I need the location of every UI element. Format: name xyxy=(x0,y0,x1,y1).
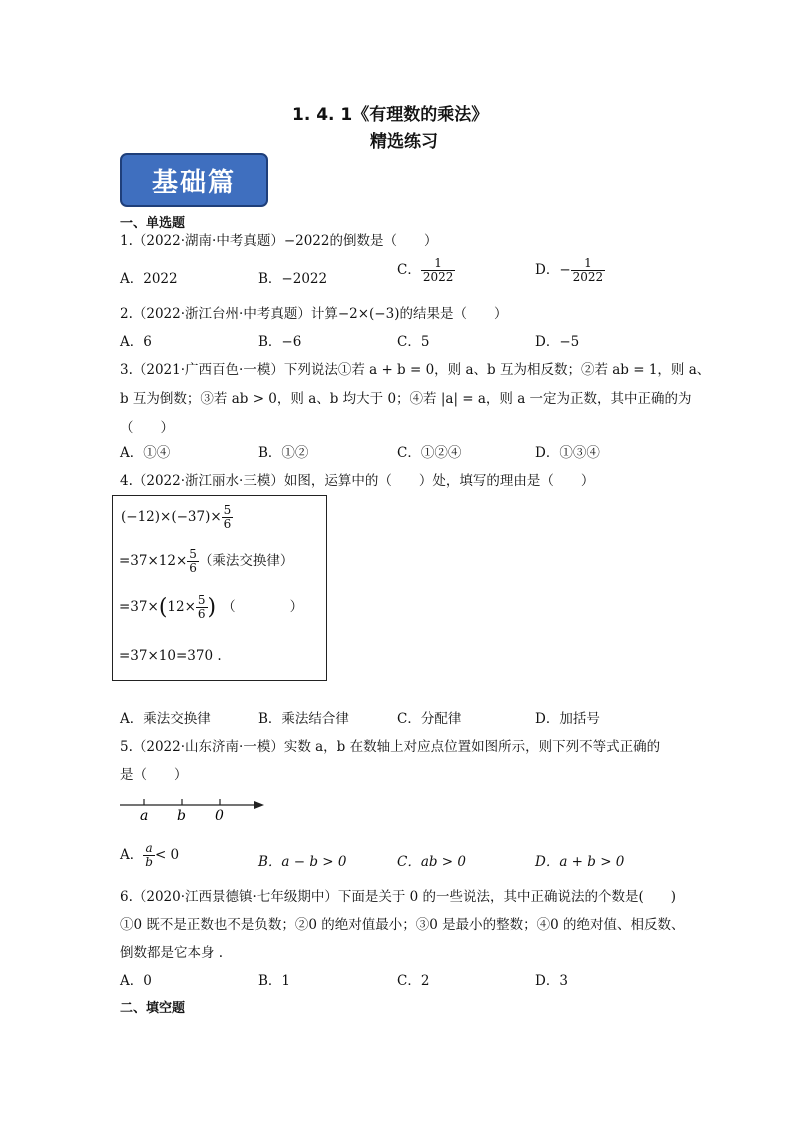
q3-option-d[interactable]: D．①③④ xyxy=(535,445,600,461)
calc-row-2-note: （乘法交换律） xyxy=(198,553,294,569)
q1-c-label: C． xyxy=(397,262,421,278)
frac-denominator: 6 xyxy=(197,607,206,621)
q4-option-c[interactable]: C．分配律 xyxy=(397,711,462,727)
question-3-line-3: （ ） xyxy=(120,420,174,436)
q3-option-b[interactable]: B．①② xyxy=(258,445,309,461)
q5-a-tail: < 0 xyxy=(154,847,180,863)
question-2-stem: 2.（2022·浙江台州·中考真题）计算−2×(−3)的结果是（ ） xyxy=(120,306,508,322)
calc-row-4: =37×10=370 . xyxy=(119,648,222,664)
frac-denominator: 2022 xyxy=(422,270,454,284)
q4-option-a[interactable]: A．乘法交换律 xyxy=(120,711,211,727)
q3-option-a[interactable]: A．①④ xyxy=(120,445,171,461)
paren-open-icon: ( xyxy=(158,595,168,620)
q1-option-b[interactable]: B．−2022 xyxy=(258,271,328,287)
q5-option-c[interactable]: C．ab > 0 xyxy=(397,854,467,870)
calc-row-3-inner: 12× xyxy=(167,599,196,615)
number-line-diagram xyxy=(118,795,268,825)
frac-denominator: 6 xyxy=(223,517,232,531)
calculation-box xyxy=(112,495,327,681)
question-5-line-1: 5.（2022·山东济南·一模）实数 a，b 在数轴上对应点位置如图所示，则下列不等式正确的 xyxy=(120,739,661,755)
calc-row-3 xyxy=(119,594,303,621)
q1-option-a[interactable]: A．2022 xyxy=(120,271,178,287)
q6-option-a[interactable]: A．0 xyxy=(120,973,152,989)
badge-label: 基础篇 xyxy=(151,167,236,198)
q1-option-d[interactable] xyxy=(535,257,605,284)
q5-a-label: A． xyxy=(120,847,144,863)
page-title: 1. 4. 1《有理数的乘法》 xyxy=(292,105,489,125)
question-1-stem: 1.（2022·湖南·中考真题）−2022的倒数是（ ） xyxy=(120,233,438,249)
calc-row-3-text: =37× xyxy=(119,599,159,615)
question-3-line-2: b 互为倒数；③若 ab > 0，则 a、b 均大于 0；④若 |a| = a，则 a 一定为正数，其中正确的为 xyxy=(120,391,692,407)
page-subtitle: 精选练习 xyxy=(370,132,438,152)
q1-d-fraction xyxy=(571,257,606,284)
frac-numerator: 5 xyxy=(189,547,197,561)
frac-denominator: b xyxy=(145,855,153,869)
q5-option-a[interactable] xyxy=(120,842,179,869)
q1-option-c[interactable] xyxy=(397,257,455,284)
calc-row-3-blank: （ ） xyxy=(222,599,304,615)
q4-option-d[interactable]: D．加括号 xyxy=(535,711,600,727)
q5-option-b[interactable]: B．a − b > 0 xyxy=(258,854,347,870)
calc-row-1-text: (−12)×(−37)× xyxy=(121,509,222,525)
label-zero: 0 xyxy=(215,808,224,824)
frac-numerator: a xyxy=(145,841,153,855)
frac-numerator: 5 xyxy=(197,593,206,607)
q3-option-c[interactable]: C．①②④ xyxy=(397,445,462,461)
frac-denominator: 2022 xyxy=(572,270,604,284)
frac-denominator: 6 xyxy=(189,561,197,575)
q6-option-b[interactable]: B．1 xyxy=(258,973,291,989)
q6-option-d[interactable]: D．3 xyxy=(535,973,568,989)
frac-numerator: 1 xyxy=(584,256,592,270)
question-5-line-2: 是（ ） xyxy=(120,767,188,783)
calc-fraction xyxy=(222,504,234,531)
question-3-line-1: 3.（2021·广西百色·一模）下列说法①若 a + b = 0，则 a、b 互为相反数；②若 ab = 1，则 a、 xyxy=(120,362,711,378)
q5-a-fraction xyxy=(143,842,155,869)
paren-close-icon: ) xyxy=(207,595,217,620)
frac-numerator: 5 xyxy=(223,503,232,517)
q2-option-a[interactable]: A．6 xyxy=(120,334,152,350)
q2-option-d[interactable]: D．−5 xyxy=(535,334,580,350)
question-4-stem: 4.（2022·浙江丽水·三模）如图，运算中的（ ）处，填写的理由是（ ） xyxy=(120,473,595,489)
question-6-line-3: 倒数都是它本身 . xyxy=(120,945,224,961)
q2-option-b[interactable]: B．−6 xyxy=(258,334,302,350)
question-6-line-2: ①0 既不是正数也不是负数；②0 的绝对值最小；③0 是最小的整数；④0 的绝对值、相反数、 xyxy=(120,917,685,933)
frac-numerator: 1 xyxy=(434,256,442,270)
label-b: b xyxy=(177,808,186,824)
q2-option-c[interactable]: C．5 xyxy=(397,334,430,350)
q1-d-label: D．− xyxy=(535,262,571,278)
section-badge xyxy=(120,153,268,207)
q6-option-c[interactable]: C．2 xyxy=(397,973,430,989)
q4-option-b[interactable]: B．乘法结合律 xyxy=(258,711,349,727)
q1-c-fraction xyxy=(421,257,456,284)
calc-row-2-text: =37×12× xyxy=(119,553,188,569)
label-a: a xyxy=(140,808,149,824)
question-6-line-1: 6.（2020·江西景德镇·七年级期中）下面是关于 0 的一些说法，其中正确说法的个数是( ) xyxy=(120,889,677,905)
calc-fraction xyxy=(196,594,208,621)
section-heading-choice: 一、单选题 xyxy=(120,216,186,231)
calc-row-1 xyxy=(121,504,233,531)
calc-fraction xyxy=(187,548,199,575)
calc-row-2 xyxy=(119,548,293,575)
q5-option-d[interactable]: D．a + b > 0 xyxy=(535,854,625,870)
arrow-right-icon xyxy=(254,801,264,809)
section-heading-fill: 二、填空题 xyxy=(120,1001,186,1016)
